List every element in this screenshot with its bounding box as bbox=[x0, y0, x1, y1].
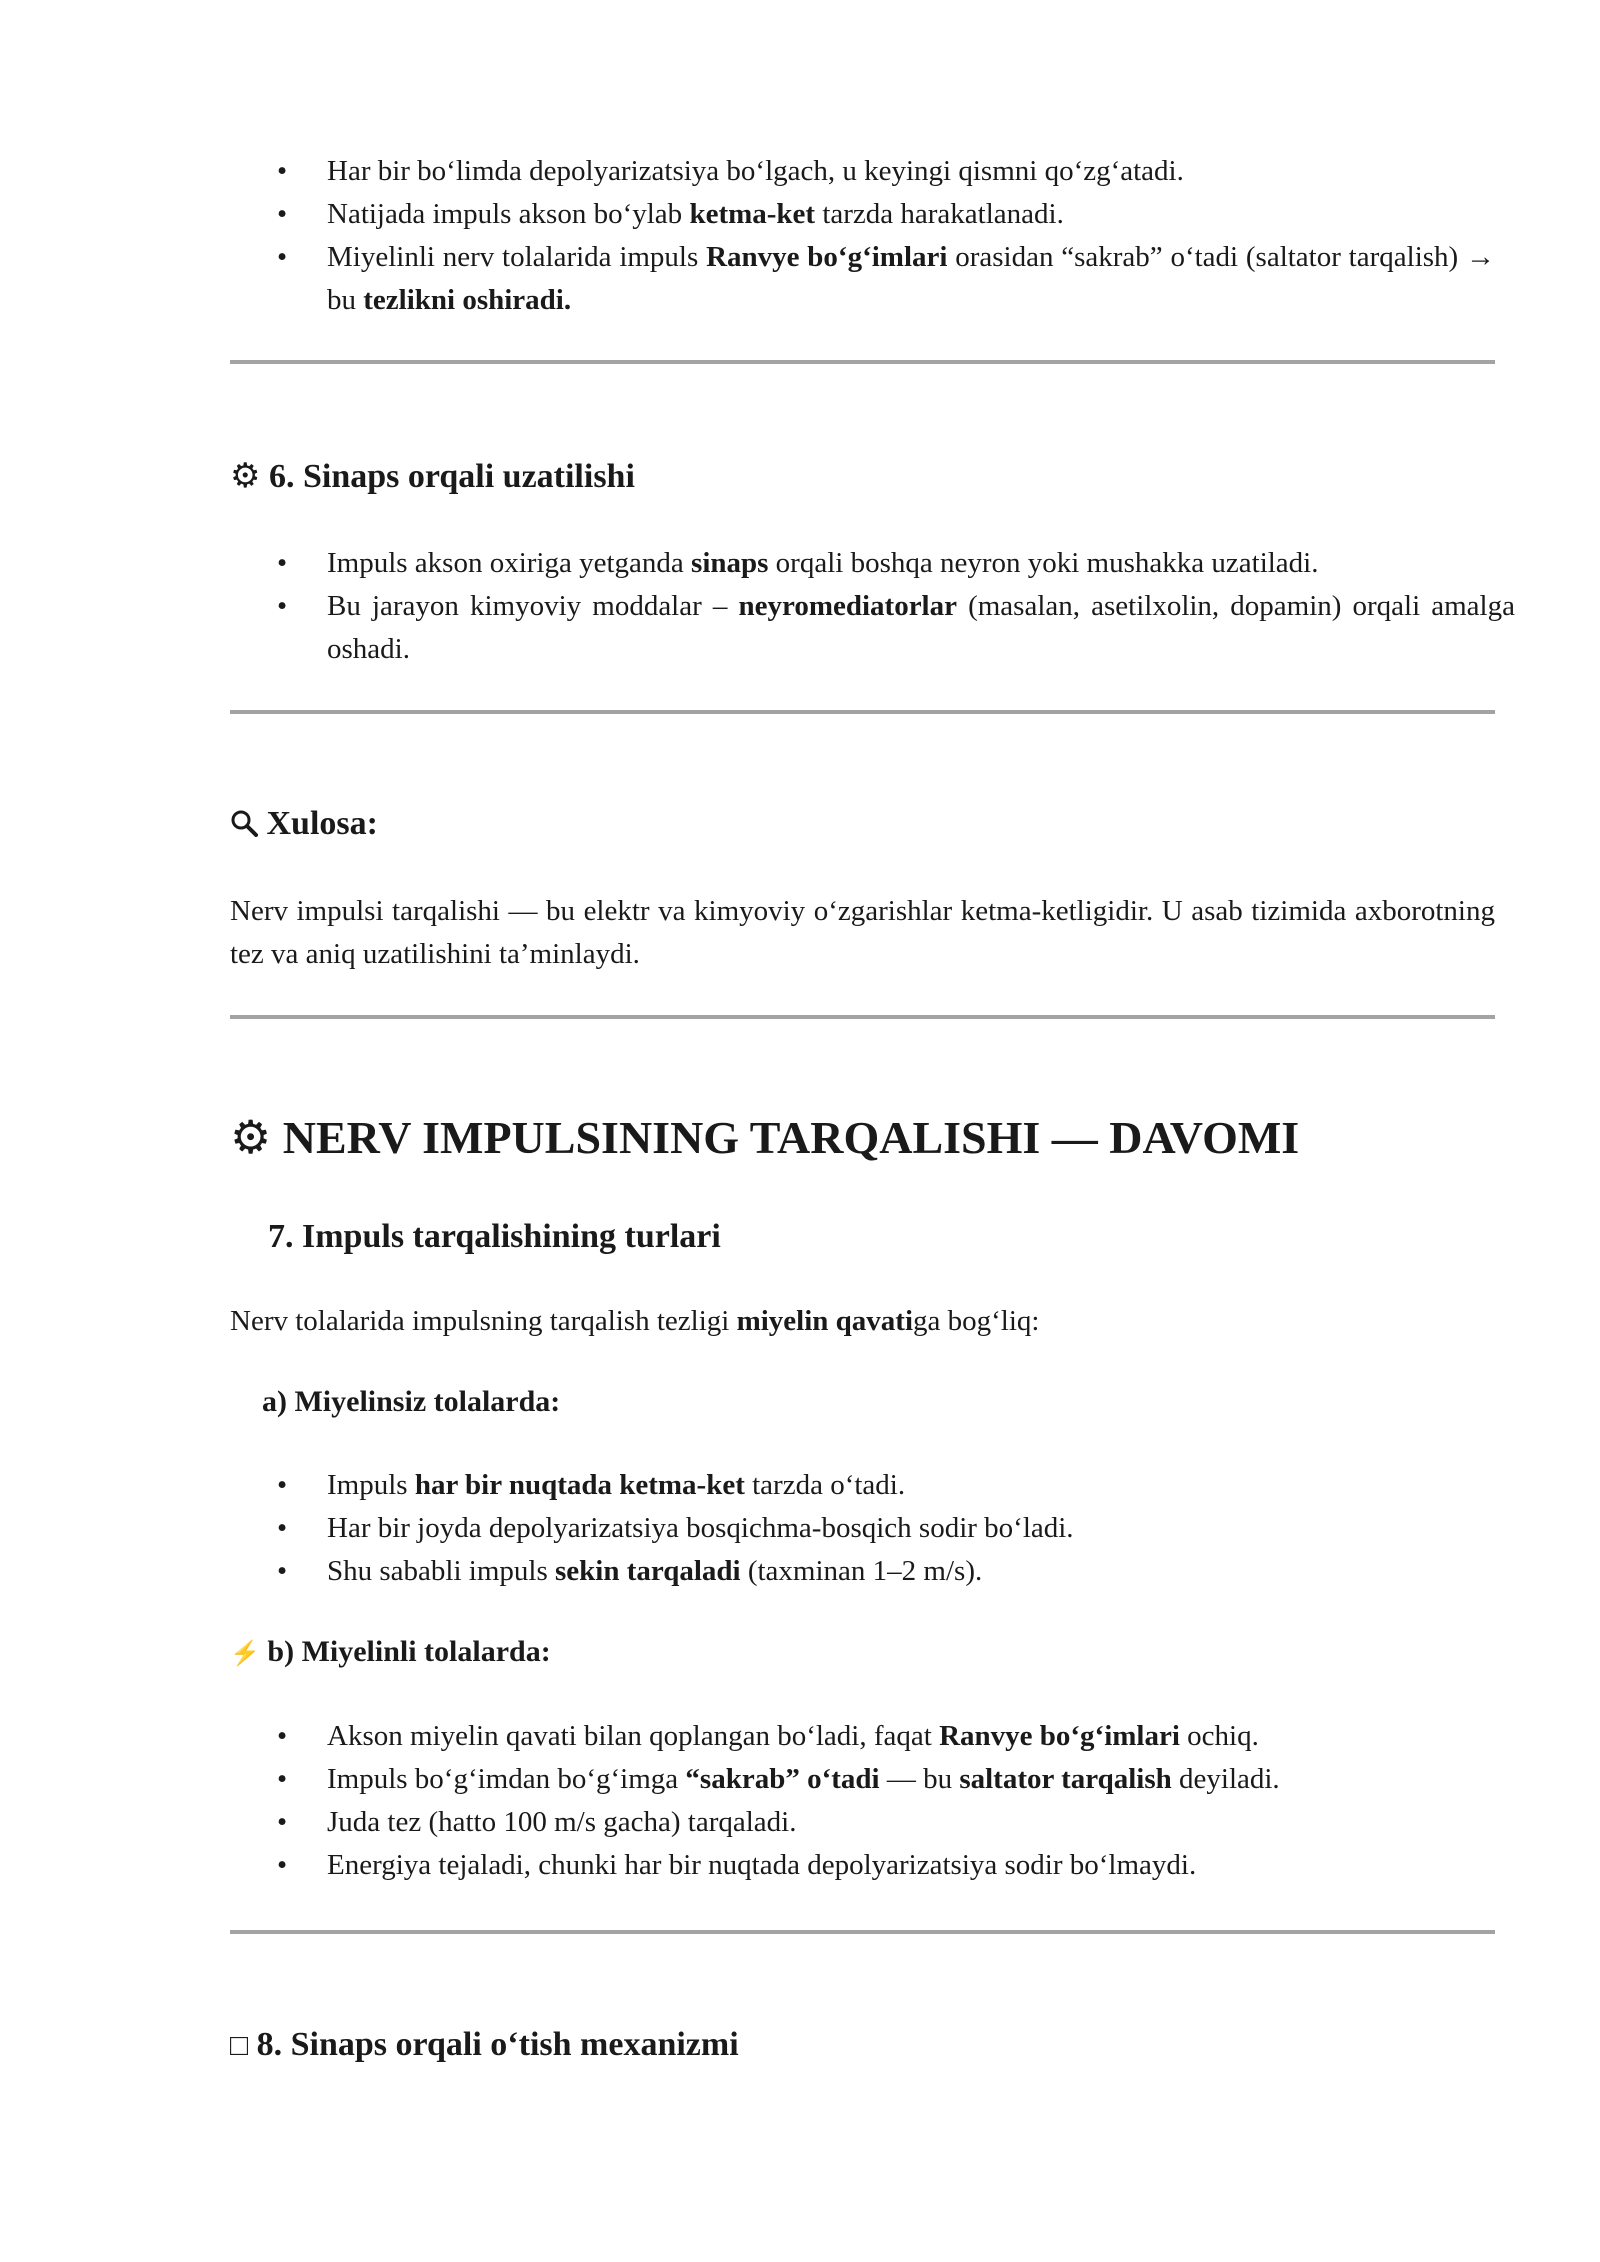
list-item: • Miyelinli nerv tolalarida impuls Ranvye bo‘g‘imlari orasidan “sakrab” o‘tadi (saltator tarqalish) → bu tezlikni oshiradi. bbox=[230, 236, 1495, 322]
list-item: • Juda tez (hatto 100 m/s gacha) tarqaladi. bbox=[230, 1801, 1495, 1844]
list-item: • Shu sababli impuls sekin tarqaladi (taxminan 1–2 m/s). bbox=[230, 1550, 1495, 1593]
list-item: • Bu jarayon kimyoviy moddalar – neyromediatorlar (masalan, asetilxolin, dopamin) orqali amalga oshadi. bbox=[230, 585, 1515, 671]
conclusion-title: Xulosa: bbox=[266, 805, 378, 842]
list-item: • Energiya tejaladi, chunki har bir nuqtada depolyarizatsiya sodir bo‘lmaydi. bbox=[230, 1844, 1495, 1887]
list-item: • Impuls bo‘g‘imdan bo‘g‘imga “sakrab” o‘tadi — bu saltator tarqalish deyiladi. bbox=[230, 1758, 1495, 1801]
section-heading-6 bbox=[230, 455, 635, 499]
myelinated-list bbox=[230, 1715, 1495, 1887]
list-item: • Har bir joyda depolyarizatsiya bosqichma-bosqich sodir bo‘ladi. bbox=[230, 1507, 1495, 1550]
list-item: • Har bir bo‘limda depolyarizatsiya bo‘lgach, u keyingi qismni qo‘zg‘atadi. bbox=[230, 150, 1495, 193]
missing-glyph-icon: □ bbox=[230, 2029, 249, 2062]
list-item: • Akson miyelin qavati bilan qoplangan bo‘ladi, faqat Ranvye bo‘g‘imlari ochiq. bbox=[230, 1715, 1495, 1758]
section-title: 8. Sinaps orqali o‘tish mexanizmi bbox=[256, 2026, 739, 2063]
propagation-list bbox=[230, 150, 1495, 322]
subheading-myelinated: ⚡ b) Miyelinli tolalarda: bbox=[230, 1632, 551, 1674]
list-item: • Impuls akson oxiriga yetganda sinaps orqali boshqa neyron yoki mushakka uzatiladi. bbox=[230, 542, 1515, 585]
list-item: • Natijada impuls akson bo‘ylab ketma-ket tarzda harakatlanadi. bbox=[230, 193, 1495, 236]
synapse-list bbox=[230, 542, 1515, 671]
divider bbox=[230, 360, 1495, 364]
lightning-icon: ⚡ bbox=[230, 1641, 260, 1667]
subheading-unmyelinated: a) Miyelinsiz tolalarda: bbox=[262, 1385, 561, 1418]
divider bbox=[230, 1930, 1495, 1934]
section-title: 6. Sinaps orqali uzatilishi bbox=[268, 458, 635, 495]
unmyelinated-list bbox=[230, 1464, 1495, 1593]
section-heading-7: 7. Impuls tarqalishining turlari bbox=[268, 1218, 721, 1255]
magnifier-icon bbox=[230, 802, 258, 846]
page-title bbox=[230, 1110, 1299, 1166]
divider bbox=[230, 1015, 1495, 1019]
list-item: • Impuls har bir nuqtada ketma-ket tarzda o‘tadi. bbox=[230, 1464, 1495, 1507]
conclusion-text: Nerv impulsi tarqalishi — bu elektr va kimyoviy o‘zgarishlar ketma-ketligidir. U asab tizimida axborotning tez va aniq uzatilishini ta’minlaydi. bbox=[230, 895, 1495, 970]
section-intro: Nerv tolalarida impulsning tarqalish tezligi miyelin qavatiga bog‘liq: bbox=[230, 1305, 1040, 1337]
page-title-text: NERV IMPULSINING TARQALISHI — DAVOMI bbox=[282, 1112, 1300, 1163]
gear-icon: ⚙ bbox=[230, 1112, 272, 1163]
section-heading-8 bbox=[230, 2023, 739, 2068]
gear-icon: ⚙ bbox=[230, 458, 261, 495]
divider bbox=[230, 710, 1495, 714]
conclusion-heading bbox=[230, 802, 378, 846]
